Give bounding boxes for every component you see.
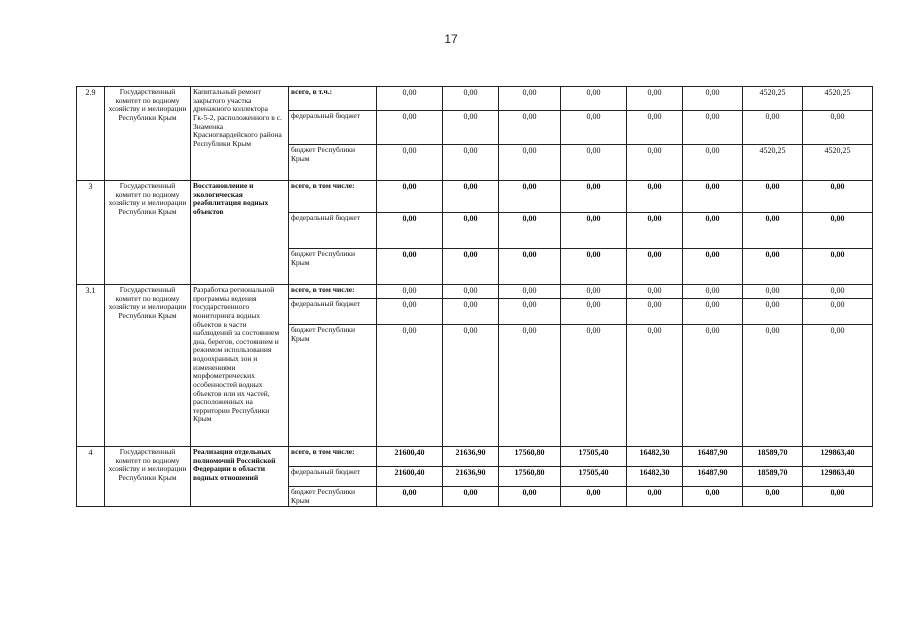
funding-source-cell: федеральный бюджет xyxy=(289,111,377,145)
value-cell: 0,00 xyxy=(743,487,803,507)
value-cell: 0,00 xyxy=(683,249,743,285)
value-cell: 0,00 xyxy=(561,213,627,249)
funding-source-cell: бюджет Республики Крым xyxy=(289,145,377,181)
value-cell: 16482,30 xyxy=(627,447,683,467)
value-cell: 0,00 xyxy=(377,299,443,325)
row-index: 3.1 xyxy=(77,285,105,447)
value-cell: 4520,25 xyxy=(803,145,873,181)
funding-source-cell: федеральный бюджет xyxy=(289,299,377,325)
value-cell: 0,00 xyxy=(627,285,683,299)
value-cell: 0,00 xyxy=(499,487,561,507)
value-cell: 0,00 xyxy=(561,249,627,285)
value-cell: 0,00 xyxy=(561,111,627,145)
value-cell: 0,00 xyxy=(377,111,443,145)
value-cell: 4520,25 xyxy=(743,145,803,181)
table-row xyxy=(77,285,873,299)
value-cell: 0,00 xyxy=(377,285,443,299)
value-cell: 0,00 xyxy=(377,87,443,111)
value-cell: 0,00 xyxy=(627,87,683,111)
value-cell: 0,00 xyxy=(377,213,443,249)
funding-source-cell: всего, в т.ч.: xyxy=(289,87,377,111)
value-cell: 0,00 xyxy=(561,145,627,181)
budget-table xyxy=(76,86,873,507)
value-cell: 0,00 xyxy=(627,181,683,213)
value-cell: 0,00 xyxy=(443,249,499,285)
funding-source-cell: всего, в том числе: xyxy=(289,447,377,467)
value-cell: 0,00 xyxy=(683,325,743,447)
value-cell: 0,00 xyxy=(443,325,499,447)
value-cell: 0,00 xyxy=(377,181,443,213)
value-cell: 0,00 xyxy=(683,181,743,213)
executor-cell: Государственный комитет по водному хозяйству и мелиорации Республики Крым xyxy=(105,87,191,181)
value-cell: 21636,90 xyxy=(443,467,499,487)
value-cell: 0,00 xyxy=(627,487,683,507)
value-cell: 0,00 xyxy=(443,487,499,507)
value-cell: 0,00 xyxy=(561,181,627,213)
measure-name-cell: Восстановление и экологическая реабилитация водных объектов xyxy=(191,181,289,285)
value-cell: 0,00 xyxy=(743,325,803,447)
funding-source-cell: федеральный бюджет xyxy=(289,213,377,249)
table-row xyxy=(77,447,873,467)
value-cell: 17560,80 xyxy=(499,467,561,487)
value-cell: 0,00 xyxy=(443,213,499,249)
value-cell: 0,00 xyxy=(377,487,443,507)
value-cell: 129863,40 xyxy=(803,467,873,487)
value-cell: 0,00 xyxy=(683,111,743,145)
measure-name-cell: Разработка региональной программы ведения государственного мониторинга водных объектов в части наблюдений за состоянием дна, берегов, состоянием и режимом использования водоохранных зон и изменениями морфометрических особенностей водных объектов или их частей, расположенных на территории Республики Крым xyxy=(191,285,289,447)
value-cell: 16487,90 xyxy=(683,467,743,487)
value-cell: 0,00 xyxy=(683,145,743,181)
value-cell: 0,00 xyxy=(803,299,873,325)
value-cell: 0,00 xyxy=(499,325,561,447)
value-cell: 0,00 xyxy=(627,249,683,285)
row-index: 3 xyxy=(77,181,105,285)
value-cell: 0,00 xyxy=(499,285,561,299)
row-index: 2.9 xyxy=(77,87,105,181)
value-cell: 0,00 xyxy=(743,299,803,325)
value-cell: 0,00 xyxy=(683,299,743,325)
table-body xyxy=(77,87,873,507)
value-cell: 21600,40 xyxy=(377,467,443,487)
value-cell: 0,00 xyxy=(627,213,683,249)
value-cell: 0,00 xyxy=(743,213,803,249)
value-cell: 4520,25 xyxy=(803,87,873,111)
executor-cell: Государственный комитет по водному хозяйству и мелиорации Республики Крым xyxy=(105,285,191,447)
value-cell: 0,00 xyxy=(743,181,803,213)
value-cell: 0,00 xyxy=(499,181,561,213)
value-cell: 0,00 xyxy=(627,145,683,181)
value-cell: 0,00 xyxy=(443,145,499,181)
row-index: 4 xyxy=(77,447,105,507)
executor-cell: Государственный комитет по водному хозяйству и мелиорации Республики Крым xyxy=(105,181,191,285)
value-cell: 4520,25 xyxy=(743,87,803,111)
funding-source-cell: федеральный бюджет xyxy=(289,467,377,487)
value-cell: 0,00 xyxy=(743,111,803,145)
funding-source-cell: всего, в том числе: xyxy=(289,181,377,213)
value-cell: 17505,40 xyxy=(561,447,627,467)
value-cell: 0,00 xyxy=(803,181,873,213)
value-cell: 18589,70 xyxy=(743,467,803,487)
value-cell: 0,00 xyxy=(627,325,683,447)
value-cell: 0,00 xyxy=(443,111,499,145)
value-cell: 0,00 xyxy=(803,249,873,285)
funding-source-cell: бюджет Республики Крым xyxy=(289,487,377,507)
measure-name-cell: Реализация отдельных полномочий Российской Федерации в области водных отношений xyxy=(191,447,289,507)
value-cell: 0,00 xyxy=(743,285,803,299)
value-cell: 0,00 xyxy=(443,181,499,213)
value-cell: 0,00 xyxy=(803,111,873,145)
value-cell: 0,00 xyxy=(561,325,627,447)
value-cell: 17505,40 xyxy=(561,467,627,487)
value-cell: 18589,70 xyxy=(743,447,803,467)
value-cell: 0,00 xyxy=(377,249,443,285)
executor-cell: Государственный комитет по водному хозяйству и мелиорации Республики Крым xyxy=(105,447,191,507)
value-cell: 0,00 xyxy=(443,285,499,299)
funding-source-cell: бюджет Республики Крым xyxy=(289,249,377,285)
value-cell: 0,00 xyxy=(803,213,873,249)
value-cell: 0,00 xyxy=(377,145,443,181)
value-cell: 16487,90 xyxy=(683,447,743,467)
value-cell: 16482,30 xyxy=(627,467,683,487)
value-cell: 0,00 xyxy=(743,249,803,285)
value-cell: 0,00 xyxy=(683,285,743,299)
value-cell: 0,00 xyxy=(561,285,627,299)
value-cell: 21636,90 xyxy=(443,447,499,467)
value-cell: 0,00 xyxy=(499,87,561,111)
page-number: 17 xyxy=(444,32,458,46)
funding-source-cell: всего, в том числе: xyxy=(289,285,377,299)
value-cell: 0,00 xyxy=(803,285,873,299)
value-cell: 17560,80 xyxy=(499,447,561,467)
value-cell: 0,00 xyxy=(499,111,561,145)
value-cell: 0,00 xyxy=(499,249,561,285)
value-cell: 0,00 xyxy=(803,325,873,447)
value-cell: 0,00 xyxy=(561,87,627,111)
value-cell: 0,00 xyxy=(443,87,499,111)
value-cell: 0,00 xyxy=(803,487,873,507)
funding-source-cell: бюджет Республики Крым xyxy=(289,325,377,447)
value-cell: 0,00 xyxy=(443,299,499,325)
table-row xyxy=(77,181,873,213)
value-cell: 0,00 xyxy=(627,111,683,145)
value-cell: 21600,40 xyxy=(377,447,443,467)
measure-name-cell: Капитальный ремонт закрытого участка дренажного коллектора Гк-5-2, расположенного в с. Знаменка Красногвардейского района Республики Крым xyxy=(191,87,289,181)
value-cell: 0,00 xyxy=(499,213,561,249)
value-cell: 0,00 xyxy=(377,325,443,447)
table-row xyxy=(77,87,873,111)
value-cell: 0,00 xyxy=(683,487,743,507)
value-cell: 0,00 xyxy=(499,145,561,181)
value-cell: 0,00 xyxy=(627,299,683,325)
value-cell: 0,00 xyxy=(561,299,627,325)
value-cell: 0,00 xyxy=(499,299,561,325)
value-cell: 129863,40 xyxy=(803,447,873,467)
value-cell: 0,00 xyxy=(561,487,627,507)
value-cell: 0,00 xyxy=(683,213,743,249)
value-cell: 0,00 xyxy=(683,87,743,111)
